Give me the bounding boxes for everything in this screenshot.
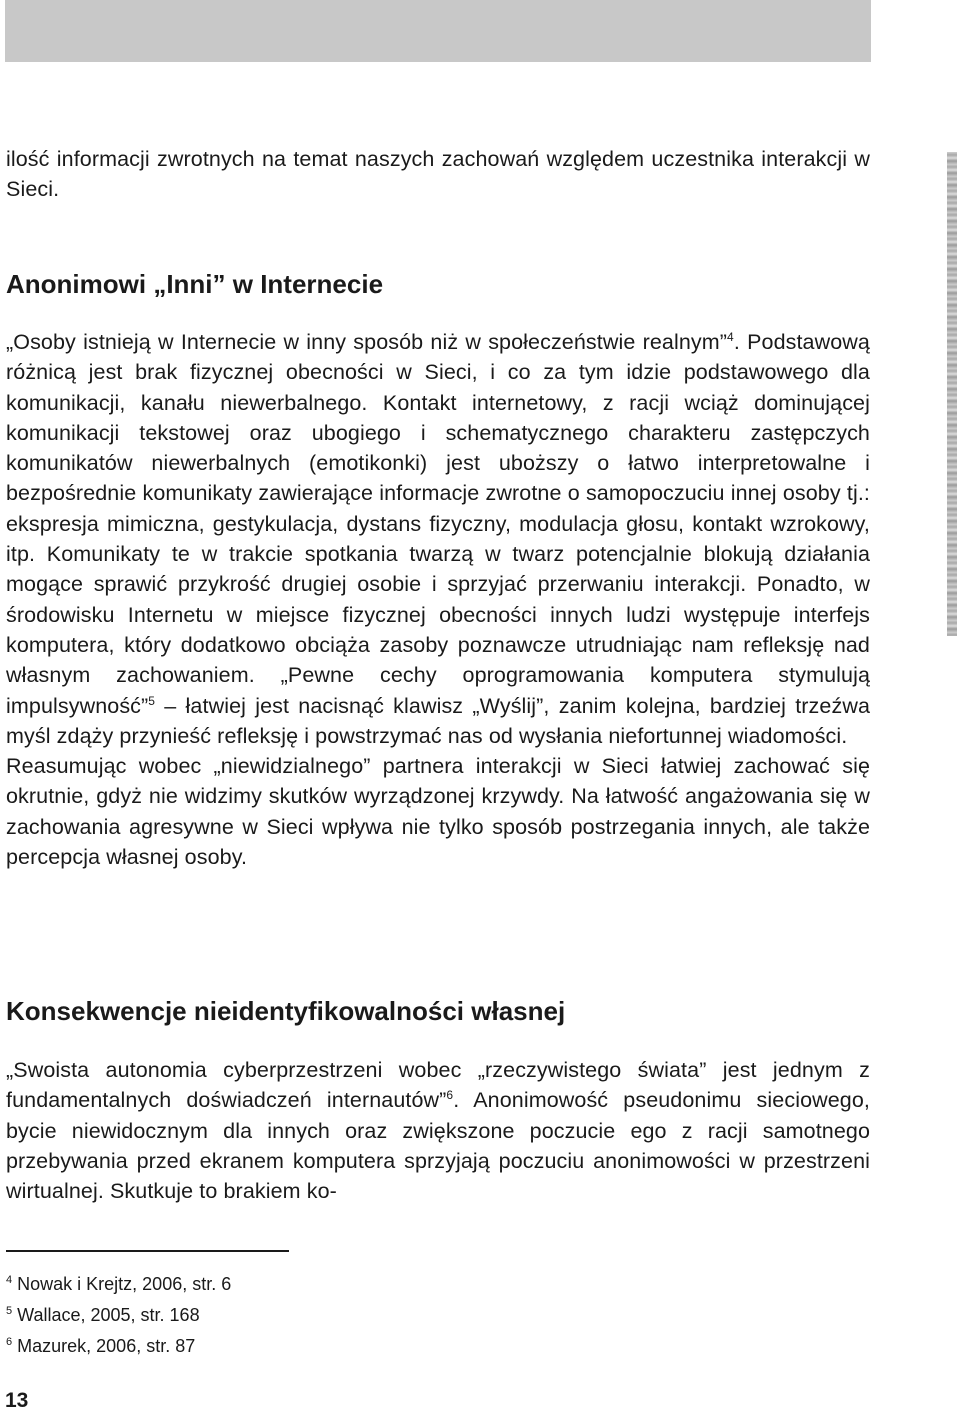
footnote-text: Wallace, 2005, str. 168 [17,1305,200,1325]
footnote-number: 5 [6,1305,13,1317]
footnote-item [6,1331,231,1362]
section-1-text-c: – łatwiej jest nacisnąć klawisz „Wyślij”, zanim kolejna, bardziej trzeźwa myśl zdąży przynieść refleksję i powstrzymać nas od wysłania niefortunnej wiadomości. [6,693,870,748]
section-1-paragraph-2: Reasumując wobec „niewidzialnego” partnera interakcji w Sieci łatwiej zachować się okrutnie, gdyż nie widzimy skutków wyrządzonej krzywdy. Na łatwość angażowania się w zachowania agresywne w Sieci wpływa nie tylko sposób postrzegania innych, ale także percepcja własnej osoby. [6,754,870,870]
section-2-heading-block [6,995,870,1027]
section-1-heading-block [6,268,870,300]
footnote-item [6,1300,231,1331]
footnote-ref-4: 4 [727,329,734,344]
section-1-paragraph-1 [6,327,870,751]
footnote-text: Mazurek, 2006, str. 87 [17,1336,196,1356]
section-1-body [6,327,870,872]
section-2-text-b: . Anonimowość pseudonimu sieciowego, bycie niewidocznym dla innych oraz zwiększone poczucie ego z racji samotnego przebywania przed ekranem komputera sprzyjają poczuciu anonimowości w przestrzeni wirtualnej. Skutkuje to brakiem ko- [6,1088,870,1204]
page-number: 13 [5,1389,29,1412]
section-2-paragraph-1 [6,1055,870,1206]
side-decorative-strip [947,152,957,636]
section-1-text-a: „Osoby istnieją w Internecie w inny sposób niż w społeczeństwie realnym” [6,330,728,354]
footnotes [6,1269,231,1362]
section-2-body [6,1055,870,1206]
intro-paragraph: ilość informacji zwrotnych na temat naszych zachowań względem uczestnika interakcji w Sieci. [6,147,870,202]
intro-block [6,144,870,205]
section-2-text-a: „Swoista autonomia cyberprzestrzeni wobec „rzeczywistego świata” jest jednym z fundamentalnych doświadczeń internautów” [6,1058,870,1113]
footnote-number: 4 [6,1274,13,1286]
section-heading-anonimowi: Anonimowi „Inni” w Internecie [6,269,384,299]
footnote-item [6,1269,231,1300]
footnote-text: Nowak i Krejtz, 2006, str. 6 [17,1274,232,1294]
section-1-text-b: . Podstawową różnicą jest brak fizycznej obecności w Sieci, i co za tym idzie podstawowego dla komunikacji, kanału niewerbalnego. Kontakt internetowy, z racji wciąż dominującej komunikacji tekstowej oraz ubogiego i schematycznego charakteru zastępczych komunikatów niewerbalnych (emotikonki) jest uboższy o łatwo interpretowalne i bezpośrednie komunikaty zawierające informacje zwrotne o samopoczuciu innej osoby tj.: ekspresja mimiczna, gestykulacja, dystans fizyczny, modulacja głosu, kontakt wzrokowy, itp. Komunikaty te w trakcie spotkania twarzą w twarz potencjalnie blokują działania mogące sprawić przykrość drugiej osobie i sprzyjać przerwaniu interakcji. Ponadto, w środowisku Internetu w miejsce fizycznej obecności innych ludzi występuje interfejs komputera, który dodatkowo obciąża zasoby poznawcze utrudniając nam refleksję nad własnym zachowaniem. „Pewne cechy oprogramowania komputera stymulują impulsywność” [6,330,870,718]
footnote-number: 6 [6,1336,13,1348]
footnote-separator [6,1250,289,1252]
section-heading-konsekwencje: Konsekwencje nieidentyfikowalności własnej [6,996,566,1026]
footnote-ref-6: 6 [446,1088,454,1103]
header-gray-bar [5,0,871,62]
footnote-ref-5: 5 [148,693,156,708]
